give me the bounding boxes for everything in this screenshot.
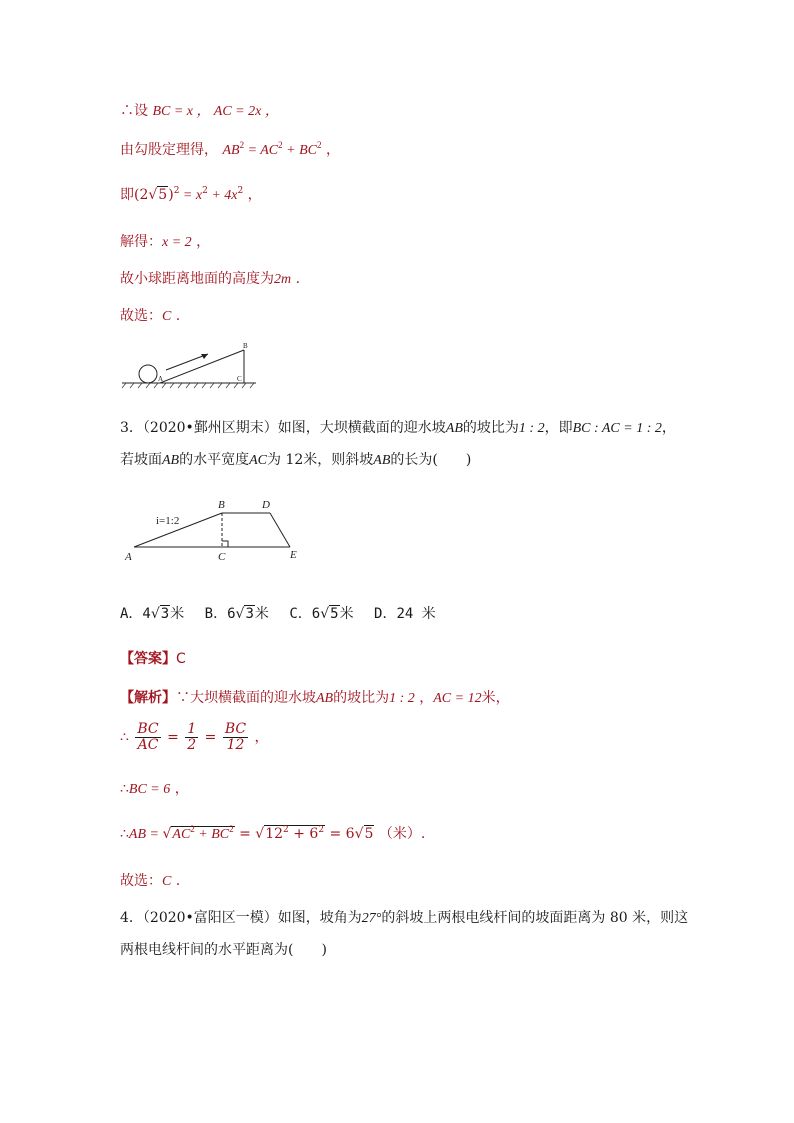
t: = (200, 729, 221, 746)
t: AC (249, 453, 267, 468)
analysis-line-2 (120, 722, 269, 753)
t: 12 (265, 826, 284, 842)
t: 1 : 2 (518, 421, 545, 436)
t: ) (168, 187, 174, 203)
fig1-label-c: C (237, 375, 242, 383)
option-d[interactable]: D．24 米 (374, 606, 436, 622)
t: 米 (339, 606, 354, 622)
t: 两根电线杆间的水平距离为( ) (120, 942, 327, 958)
analysis-line-3 (120, 778, 189, 798)
num: 1 (187, 721, 197, 737)
math-bc: BC (152, 104, 171, 119)
t: AB (373, 453, 391, 468)
t: ∵大坝横截面的迎水坡 (176, 690, 316, 706)
fig2-slope-label: i=1:2 (156, 515, 180, 527)
t: ， (414, 690, 434, 706)
analysis-line-5 (120, 870, 180, 890)
question-4-line-1 (120, 907, 688, 927)
sqrt-symbol: √ (255, 826, 265, 842)
t: + 4x (207, 188, 238, 203)
analysis-line-1 (120, 687, 510, 707)
t: 故选： (120, 873, 162, 889)
t: x = 2 (162, 235, 192, 250)
t: ， (170, 781, 189, 797)
t: 1 : 2 (389, 691, 415, 706)
math: = x ， (170, 104, 214, 119)
options-row (120, 603, 452, 623)
t: A．4 (120, 606, 151, 622)
t: 的坡比为 (462, 420, 519, 436)
fig2-label-e: E (290, 549, 297, 561)
sup: 2 (239, 140, 245, 150)
t: 的水平宽度 (179, 452, 250, 468)
fig2-label-d: D (262, 499, 270, 511)
t: + BC (282, 143, 317, 158)
t: 米 (254, 606, 269, 622)
option-b[interactable] (205, 603, 269, 623)
sqrt-symbol: √ (148, 187, 158, 203)
solution-line-1 (120, 100, 279, 120)
t: = x (179, 188, 203, 203)
option-a[interactable] (120, 603, 184, 623)
question-3-line-1 (120, 417, 676, 437)
math-ac: AC (213, 104, 232, 119)
figure-dam-trapezoid (120, 495, 320, 570)
fig1-label-b: B (243, 342, 248, 350)
t: ， (191, 234, 211, 250)
t: AB (316, 691, 334, 706)
den: AC (137, 737, 159, 753)
sqrt-symbol: √ (235, 606, 245, 622)
t: 故小球距离地面的高度为 (120, 271, 274, 287)
radicand: 5 (330, 606, 339, 622)
num: BC (224, 721, 247, 737)
sqrt-symbol: √ (150, 606, 160, 622)
sqrt-symbol: √ (162, 826, 172, 842)
solution-line-2 (120, 139, 340, 159)
t: ， (321, 142, 340, 158)
analysis-label: 【解析】 (120, 690, 176, 706)
question-3-line-2 (120, 449, 471, 469)
sup: 2 (190, 824, 195, 834)
text: ∴设 (120, 103, 148, 119)
t: ，即 (544, 420, 573, 436)
radicand: 5 (364, 826, 374, 842)
fig2-label-b: B (218, 499, 225, 511)
t: 的坡比为 (333, 690, 390, 706)
radicand: 3 (160, 606, 170, 622)
question-4-line-2 (120, 939, 327, 959)
t: . (291, 271, 301, 287)
fig2-label-c: C (218, 551, 226, 563)
den: 2 (187, 737, 197, 753)
sup: 2 (317, 140, 322, 150)
fraction-bc-ac (135, 722, 160, 753)
t: ， (661, 420, 676, 436)
t: 故选： (120, 308, 162, 324)
t: BC = 6 (128, 782, 171, 797)
sup: 2 (229, 824, 234, 834)
answer-value: C (176, 651, 186, 667)
t: 4．（2020•富阳区一模）如图，坡角为 (120, 910, 362, 926)
solution-line-4 (120, 231, 210, 251)
t: 即(2 (120, 187, 149, 203)
t: 的长为( ) (390, 452, 472, 468)
den: 12 (226, 737, 245, 753)
t: 2m (274, 272, 292, 287)
sup: 2 (173, 186, 180, 196)
t: AB (222, 143, 240, 158)
sup: 2 (283, 825, 289, 835)
t: AB (445, 421, 463, 436)
solution-line-3 (120, 184, 262, 204)
t: BC : AC = 1 : 2 (572, 421, 662, 436)
sqrt-symbol: √ (354, 826, 364, 842)
t: AC (172, 827, 191, 842)
t: 27° (361, 911, 382, 926)
radicand (171, 826, 234, 842)
t: ∴ (120, 729, 129, 746)
option-c[interactable] (289, 603, 353, 623)
fraction-bc-12 (223, 722, 248, 753)
fig1-label-a: A (158, 375, 164, 383)
fraction-1-2 (185, 722, 198, 753)
answer-line (120, 648, 186, 668)
num: BC (137, 721, 159, 737)
t: 解得： (120, 234, 162, 250)
t: 的斜坡上两根电线杆间的坡面距离为 80 米，则这 (381, 910, 689, 926)
t: 若坡面 (120, 452, 162, 468)
fig2-label-a: A (125, 551, 132, 563)
t: + BC (194, 827, 230, 842)
sup: 2 (278, 140, 283, 150)
t: AB = (128, 827, 163, 842)
t: C (162, 874, 172, 889)
t: 3．（2020•鄞州区期末）如图，大坝横截面的迎水坡 (120, 420, 446, 436)
t: ， (243, 187, 262, 203)
sup: 2 (202, 186, 208, 196)
t: C．6 (289, 606, 321, 622)
radicand (264, 825, 325, 842)
figure-ball-slope (120, 340, 260, 390)
t: = (162, 729, 184, 746)
t: = 6 (325, 826, 355, 842)
t: （米）. (374, 826, 426, 842)
t: AB (162, 453, 180, 468)
t: 米 (170, 606, 185, 622)
t: ∴ (120, 826, 129, 842)
t: ∴ (120, 781, 129, 797)
radicand: 5 (158, 187, 168, 203)
solution-line-6 (120, 305, 180, 325)
math: = 2x ， (231, 104, 279, 119)
sup: 2 (237, 186, 244, 196)
t: = AC (244, 143, 279, 158)
t: = (234, 826, 256, 842)
answer-label: 【答案】 (120, 651, 176, 667)
t: ， (250, 729, 269, 746)
text: 由勾股定理得， (120, 142, 218, 158)
radicand: 3 (245, 606, 254, 622)
t: AC = 12 (433, 691, 482, 706)
t: 米， (481, 690, 510, 706)
analysis-line-4 (120, 823, 425, 843)
t: + 6 (288, 826, 319, 842)
sqrt-symbol: √ (320, 606, 330, 622)
t: . (171, 873, 181, 889)
pythagoras-eq (222, 140, 322, 158)
t: . (171, 308, 181, 324)
t: C (162, 309, 172, 324)
sup: 2 (318, 825, 325, 835)
solution-line-5 (120, 268, 300, 288)
t: 为 12米，则斜坡 (267, 452, 374, 468)
t: B．6 (204, 606, 236, 622)
